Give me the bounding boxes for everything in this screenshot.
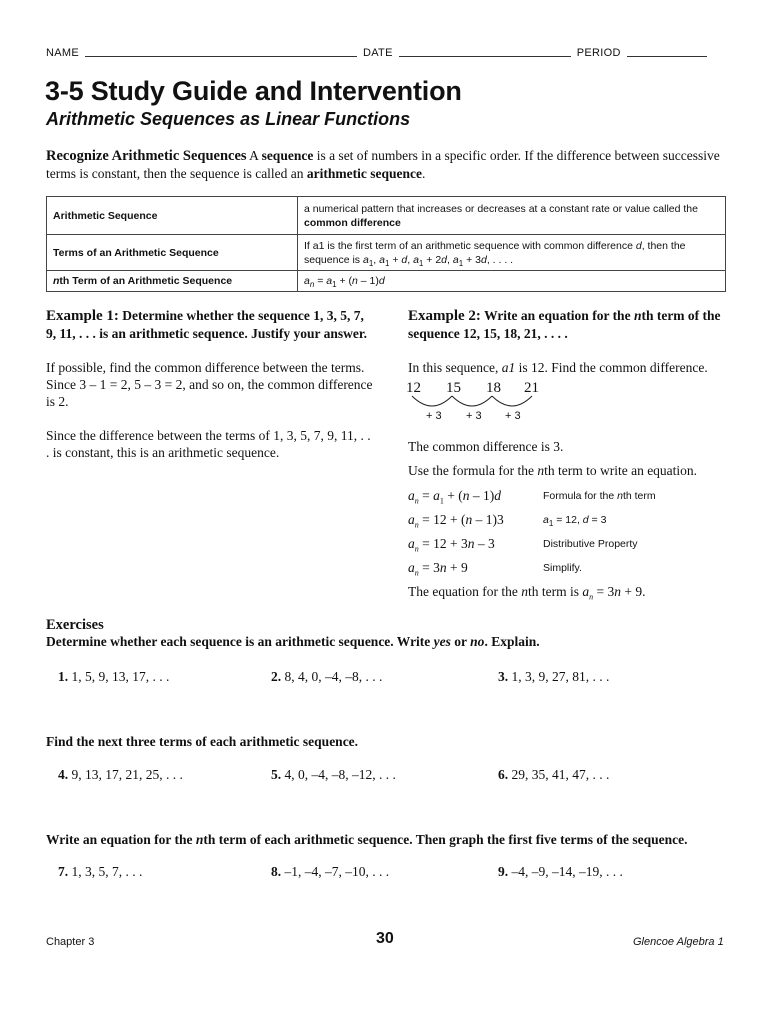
sequence-term: 21 [524,380,539,396]
footer-chapter: Chapter 3 [46,936,95,948]
var: n [521,584,528,599]
exercise-sequence: 4, 0, –4, –8, –12, . . . [284,767,396,782]
sequence-term: 12 [406,380,421,396]
example-1-conclusion: Since the difference between the terms of 1, 3, 5, 7, 9, 11, . . . is constant, this is an arithmetic sequence. [46,428,371,460]
student-info-header [46,46,726,59]
text: is 12. Find the common difference. [515,360,708,375]
table-value: If a1 is the first term of an arithmetic sequence with common difference d, then the sequence is $a_1$, $a_1 + d$, $a_1 + 2d$, $a_1 + 3d$, . . . . [298,235,726,271]
table-var: d [635,239,642,252]
sequence-term: 18 [486,380,501,396]
exercise-sequence: 1, 5, 9, 13, 17, . . . [71,669,170,684]
intro-text: . [422,166,426,181]
example-label: Example 1: [46,308,119,324]
table-text: , then the sequence is [304,239,686,266]
var: n [195,832,204,847]
exercise-item-4 [58,767,183,783]
example-2-step-2: The common difference is 3. [408,439,564,454]
equation-line: $a_n = 3n + 9$ [408,560,468,578]
intro-text: is a set of numbers in a specific order. If the difference between successive terms is constant, then the sequence is called an [46,148,720,181]
intro-paragraph [46,147,726,182]
example-1 [46,307,376,461]
common-difference-diagram [404,380,564,426]
text: Write an equation for the [46,832,196,847]
table-text: a numerical pattern that increases or decreases at a constant rate or value called the [304,202,698,215]
example-2-heading [408,307,738,342]
table-text: th Term of an Arithmetic Sequence [59,275,233,287]
sequence-term: 15 [446,380,461,396]
exercise-instructions-1: Determine whether each sequence is an arithmetic sequence. Write yes or no. Explain. [46,634,540,649]
period-label: PERIOD [576,47,621,59]
example-2-conclusion: The equation for the nth term is $a_n = 3n + 9$. [408,584,646,602]
equation-note: Distributive Property [543,538,638,550]
exercise-number: 9. [498,864,509,879]
example-prompt: Determine whether the sequence 1, 3, 5, 7, 9, 11, . . . is an arithmetic sequence. Justify your answer. [46,308,368,341]
exercise-sequence: 9, 13, 17, 21, 25, . . . [71,767,183,782]
difference-label: + 3 [466,410,482,422]
exercise-instructions-2: Find the next three terms of each arithmetic sequence. [46,734,359,749]
exercise-sequence: 1, 3, 9, 27, 81, . . . [511,669,610,684]
date-label: DATE [362,47,393,59]
text: th term is [527,584,583,599]
exercise-number: 4. [58,767,69,782]
equation-note: Formula for the nth term [543,490,656,502]
page-subtitle: Arithmetic Sequences as Linear Functions [46,109,411,129]
table-key: Arithmetic Sequence [47,197,298,235]
example-2-step-3 [408,463,697,479]
exercise-item-1 [58,669,169,685]
equation-line: $a_n = 12 + (n - 1)3$ [408,512,504,530]
difference-arc [452,396,492,406]
exercise-item-8 [271,864,389,880]
exercise-number: 6. [498,767,509,782]
text: In this sequence, [408,360,502,375]
exercise-item-2 [271,669,382,685]
equation-line: $a_n = 12 + 3n - 3$ [408,536,495,554]
table-value: $a_n = a_1 + (n - 1)d$ [298,271,726,292]
exercise-sequence: 29, 35, 41, 47, . . . [511,767,610,782]
table-key [47,271,298,292]
date-line [399,46,571,57]
text: th term of each arithmetic sequence. Then graph the first five terms of the sequence. [203,832,688,847]
exercise-number: 3. [498,669,509,684]
intro-term-sequence: sequence [261,148,314,163]
table-value [298,197,726,235]
example-2 [408,307,738,376]
example-2-step-1 [408,359,738,376]
text: Use the formula for the [408,463,538,478]
difference-arc [412,396,452,406]
footer-book-title: Glencoe Algebra 1 [633,936,724,948]
example-prompt: Write an equation for the [484,308,634,323]
difference-arc [492,396,532,406]
page-title: 3-5 Study Guide and Intervention [45,76,462,106]
exercise-number: 2. [271,669,282,684]
equation-note: $a_1 = 12$, d = 3 [543,514,607,529]
definitions-table [46,196,726,292]
exercise-instructions-3 [46,832,688,848]
exercise-number: 8. [271,864,282,879]
exercise-item-5 [271,767,396,783]
difference-label: + 3 [426,410,442,422]
table-row [47,235,726,271]
exercise-number: 7. [58,864,69,879]
exercise-sequence: 1, 3, 5, 7, . . . [71,864,143,879]
var: n [537,463,545,478]
name-label: NAME [46,47,79,59]
exercise-sequence: –1, –4, –7, –10, . . . [284,864,390,879]
exercise-item-9 [498,864,623,880]
text: The equation for the [408,584,522,599]
example-prompt: th term of the sequence 12, 15, 18, 21, . . . . [408,308,721,341]
equation-line: $a_n = a_1 + (n - 1)d$ [408,488,501,506]
table-row [47,197,726,235]
exercise-number: 1. [58,669,69,684]
table-row [47,271,726,292]
exercise-number: 5. [271,767,282,782]
exercise-item-3 [498,669,609,685]
example-1-heading [46,307,376,342]
name-line [85,46,357,57]
exercises-heading: Exercises [46,617,104,633]
exercise-sequence: 8, 4, 0, –4, –8, . . . [284,669,383,684]
example-var: n [633,308,642,323]
period-line [627,46,707,57]
difference-label: + 3 [505,410,521,422]
table-term: common difference [304,216,401,229]
var: a1 [501,360,516,375]
exercise-item-7 [58,864,142,880]
table-var: n [53,275,60,287]
exercise-sequence: –4, –9, –14, –19, . . . [511,864,623,879]
example-label: Example 2: [408,308,481,324]
intro-text: A [246,148,262,163]
text: th term to write an equation. [544,463,698,478]
table-key: Terms of an Arithmetic Sequence [47,235,298,271]
footer-page-number: 30 [376,930,394,947]
intro-term-arithmetic: arithmetic sequence [306,166,423,181]
exercise-item-6 [498,767,609,783]
intro-heading: Recognize Arithmetic Sequences [46,148,247,164]
table-text: If a1 is the first term of an arithmetic sequence with common difference [304,239,636,252]
equation-note: Simplify. [543,562,582,574]
example-1-step: If possible, find the common difference between the terms. Since 3 – 1 = 2, 5 – 3 = 2, and so on, the common difference is 2. [46,360,373,409]
